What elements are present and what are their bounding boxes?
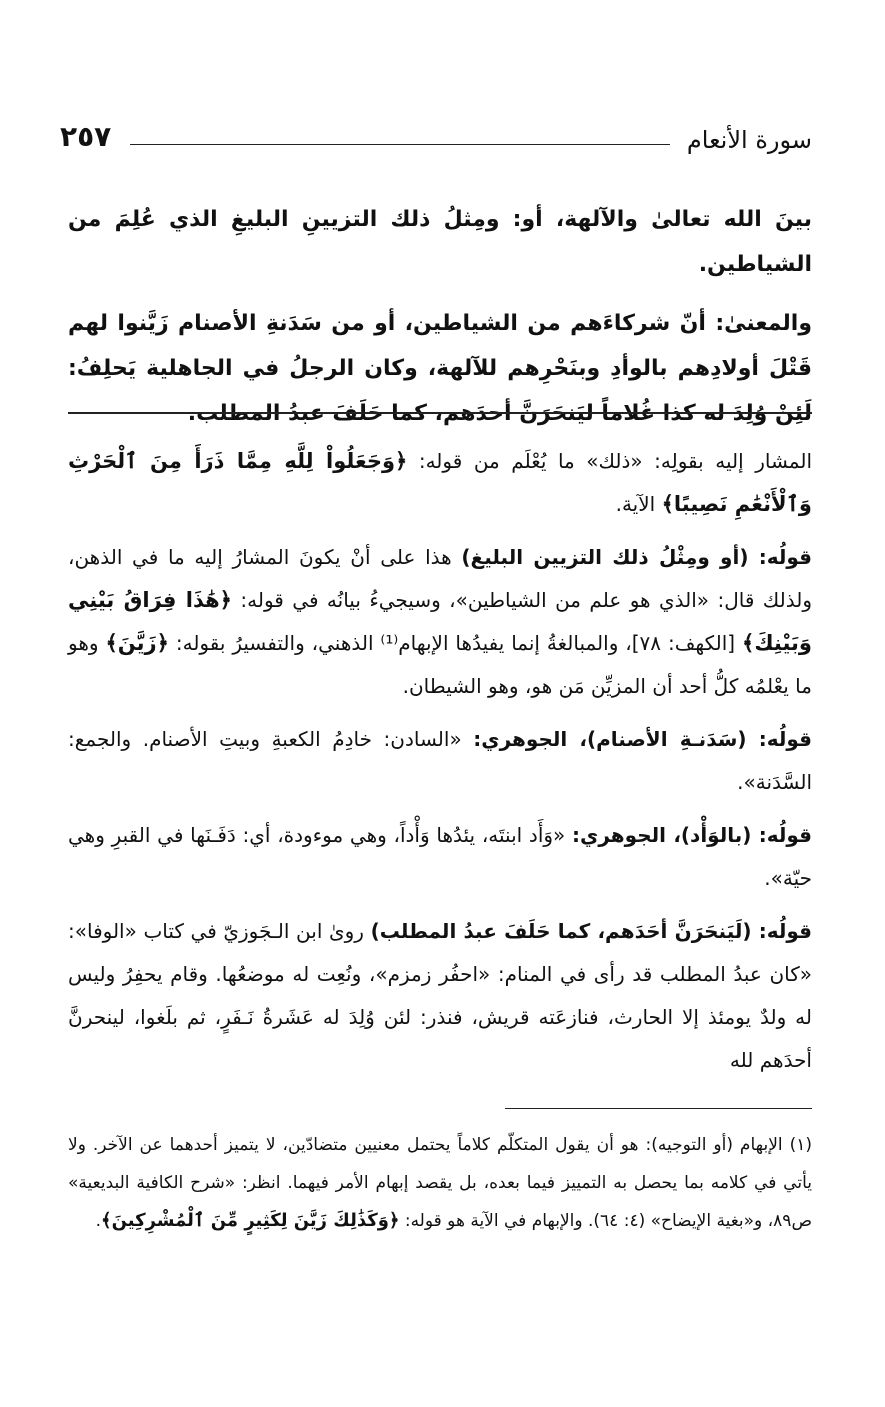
commentary-lead: قولُه: (أو ومِثْلُ ذلك التزيين البليغ): [461, 545, 813, 569]
commentary-paragraph-5: [68, 910, 812, 1082]
commentary-lead: قولُه: (لَيَنحَرَنَّ أحَدَهم، كما حَلَفَ عبدُ المطلب): [370, 919, 813, 943]
commentary: [68, 440, 812, 1092]
commentary-paragraph-1: [68, 440, 812, 526]
commentary-text: المشار إليه بقولِه: «ذلك» ما يُعْلَم من قوله:: [418, 449, 812, 473]
quran-verse: ﴿وَكَذَٰلِكَ زَيَّنَ لِكَثِيرٍ مِّنَ ٱلْمُشْرِكِينَ﴾: [101, 1210, 400, 1231]
commentary-text: وهو ما يعْلمُه كلُّ أحد أن المزيِّن مَن هو، وهو الشيطان.: [68, 631, 812, 698]
commentary-text: «وَأَد ابنتَه، يئدُها وَأْداً، وهي موءودة، أي: دَفَـنَها في القبرِ وهي حيّة».: [68, 823, 812, 890]
page-number: ٢٥٧: [60, 120, 112, 153]
running-header: [60, 120, 812, 164]
footnote-text: .: [95, 1211, 102, 1231]
commentary-paragraph-4: [68, 814, 812, 900]
quran-verse: ﴿زَيَّنَ﴾: [105, 631, 169, 655]
commentary-lead: قولُه: (سَدَنـةِ الأصنام)، الجوهري:: [473, 727, 812, 751]
main-text: [68, 197, 812, 436]
commentary-text: هذا على أنْ يكونَ المشارُ إليه ما في الذهن، ولذلك قال: «الذي هو علم من الشياطين»، وسيجيءُ بيانُه في قوله:: [68, 545, 812, 612]
commentary-text: [الكهف: ٧٨]، والمبالغةُ إنما يفيدُها الإبهام⁽¹⁾ الذهني، والتفسيرُ بقوله:: [175, 631, 736, 655]
commentary-paragraph-3: [68, 718, 812, 804]
footnote-separator: [505, 1108, 812, 1109]
footnote-paragraph: [68, 1126, 812, 1240]
header-rule: [130, 144, 670, 145]
commentary-text: روىٰ ابن الـجَوزيّ في كتاب «الوفا»: «كان عبدُ المطلب قد رأى في المنام: «احفُر زمزم»، ونُعِت له موضعُها. وقام يحفِرُ وليس له ولدٌ يومئذ إلا الحارث، فنازعَته قريش، فنذر: لئن وُلِدَ له عَشَرةُ نَـفَرٍ، ثم بلَغوا، لينحرنَّ أحدَهم لله: [68, 919, 812, 1072]
main-paragraph-1: بينَ الله تعالىٰ والآلهة، أو: ومِثلُ ذلك التزيينِ البليغِ الذي عُلِمَ من الشياطين.: [68, 207, 812, 277]
quran-verse: ﴿هَٰذَا فِرَاقُ بَيْنِي وَبَيْنِكَ﴾: [68, 588, 812, 655]
commentary-lead: قولُه: (بالوَأْد)، الجوهري:: [572, 823, 812, 847]
footnote: [68, 1126, 812, 1240]
main-separator: [68, 412, 812, 414]
commentary-text: الآية.: [615, 492, 656, 516]
surah-title: سورة الأنعام: [686, 126, 812, 154]
footnote-text: (١) الإبهام (أو التوجيه): هو أن يقول المتكلّم كلاماً يحتمل معنيين متضادّين، لا يتميز أحدهما عن الآخر. ولا يأتي في كلامه بما يحصل به التمييز فيما بعده، بل يقصد إبهام الأمر فيهما. انظر: «شرح الكافية البديعية» ص٨٩، و«بغية الإيضاح» (٤: ٦٤). والإبهام في الآية هو قوله:: [68, 1135, 812, 1231]
commentary-paragraph-2: [68, 536, 812, 708]
main-paragraph-2: والمعنىٰ: أنّ شركاءَهم من الشياطين، أو من سَدَنةِ الأصنام زَيَّنوا لهم قَتْلَ أولادِهم بالوأدِ وبنَحْرِهم للآلهة، وكان الرجلُ في الجاهلية يَحلِفُ: لَئِنْ وُلِدَ له كذا غُلاماً ليَنحَرَنَّ أحدَهم، كما حَلَفَ عبدُ المطلب.: [68, 311, 812, 426]
commentary-text: «السادن: خادِمُ الكعبةِ وبيتِ الأصنام. والجمع: السَّدَنة».: [68, 727, 812, 794]
quran-verse: ﴿وَجَعَلُواْ لِلَّهِ مِمَّا ذَرَأَ مِنَ ٱلْحَرْثِ وَٱلْأَنْعَٰمِ نَصِيبًا﴾: [68, 449, 812, 516]
